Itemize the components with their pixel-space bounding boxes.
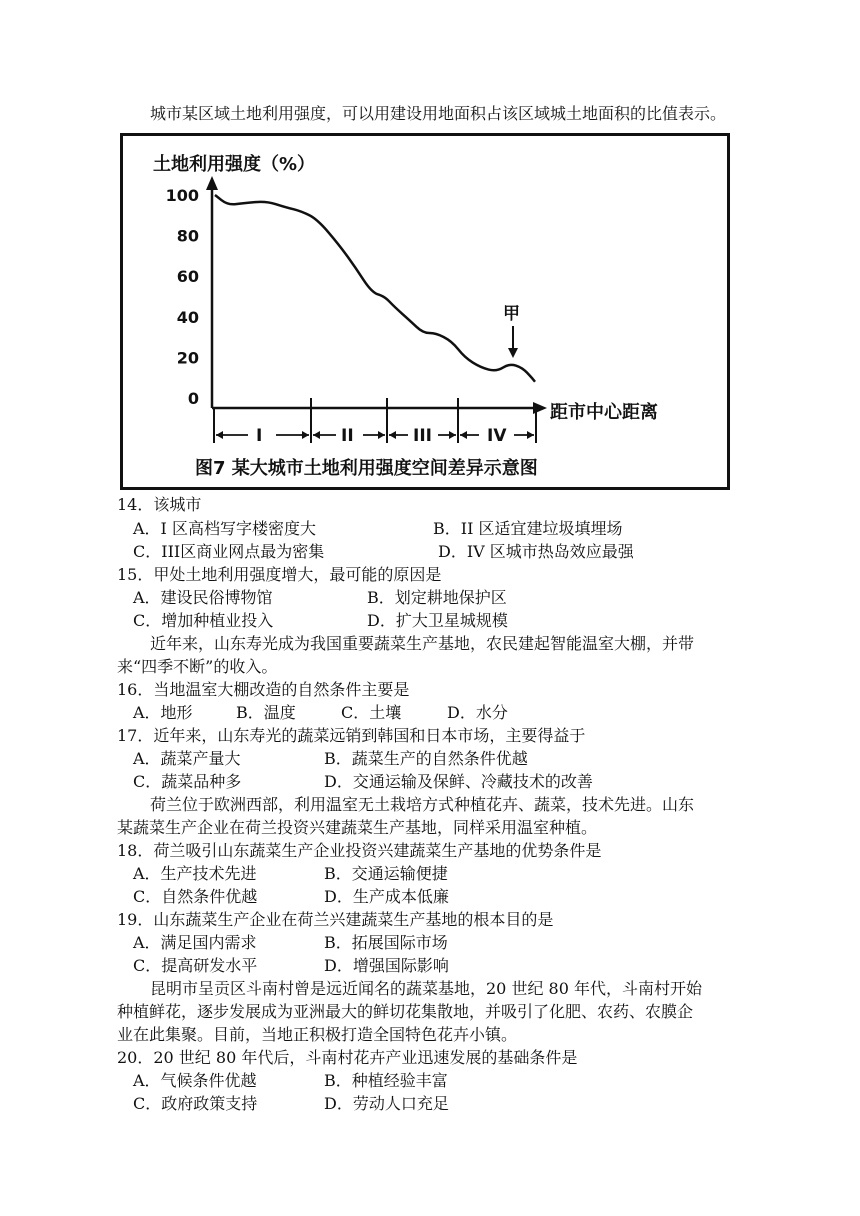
para4-line3: 业在此集聚。目前，当地正积极打造全国特色花卉小镇。 [117, 1025, 518, 1044]
para2-line1: 近年来，山东寿光成为我国重要蔬菜生产基地，农民建起智能温室大棚，并带 [150, 634, 695, 653]
q18-option-b: B．交通运输便捷 [324, 864, 448, 883]
q17-option-b: B．蔬菜生产的自然条件优越 [324, 749, 528, 768]
q17-option-d: D．交通运输及保鲜、冷藏技术的改善 [324, 772, 593, 791]
q16-option-b: B．温度 [236, 703, 296, 722]
y-tick-label: 40 [176, 307, 199, 327]
q15-option-c: C．增加种植业投入 [133, 611, 274, 630]
q15-option-d: D．扩大卫星城规模 [367, 611, 508, 630]
para2-line2: 来“四季不断”的收入。 [117, 657, 278, 676]
q15-stem: 15．甲处土地利用强度增大，最可能的原因是 [117, 565, 442, 584]
q14-option-c: C．III区商业网点最为密集 [133, 542, 325, 561]
q14-option-a: A．I 区高档写字楼密度大 [133, 519, 316, 538]
para4-line1: 昆明市呈贡区斗南村曾是远近闻名的蔬菜基地，20 世纪 80 年代，斗南村开始 [150, 979, 702, 998]
land-use-chart [123, 136, 727, 487]
annotation-arrowhead [508, 348, 518, 358]
y-tick-label: 0 [187, 389, 199, 408]
intro-text: 城市某区域土地利用强度，可以用建设用地面积占该区域城土地面积的比值表示。 [150, 104, 727, 123]
q18-stem: 18．荷兰吸引山东蔬菜生产企业投资兴建蔬菜生产基地的优势条件是 [117, 841, 602, 860]
q20-stem: 20．20 世纪 80 年代后，斗南村花卉产业迅速发展的基础条件是 [117, 1048, 578, 1067]
zone-label-4: IV [487, 426, 507, 446]
q16-option-d: D．水分 [447, 703, 508, 722]
q20-option-a: A．气候条件优越 [133, 1071, 257, 1090]
para3-line1: 荷兰位于欧洲西部，利用温室无土栽培方式种植花卉、蔬菜，技术先进。山东 [150, 795, 695, 814]
q19-stem: 19．山东蔬菜生产企业在荷兰兴建蔬菜生产基地的根本目的是 [117, 910, 554, 929]
q17-option-c: C．蔬菜品种多 [133, 772, 242, 791]
q18-option-d: D．生产成本低廉 [324, 887, 449, 906]
zone-label-3: III [413, 426, 432, 446]
q16-option-c: C．土壤 [341, 703, 402, 722]
y-tick-label: 60 [176, 267, 199, 287]
q14-option-b: B．II 区适宜建垃圾填埋场 [433, 519, 623, 538]
para4-line2: 种植鲜花，逐步发展成为亚洲最大的鲜切花集散地，并吸引了化肥、农药、农膜企 [117, 1002, 694, 1021]
q17-stem: 17．近年来，山东寿光的蔬菜远销到韩国和日本市场，主要得益于 [117, 726, 586, 745]
q15-option-a: A．建设民俗博物馆 [133, 588, 273, 607]
q18-option-c: C．自然条件优越 [133, 887, 258, 906]
figure-7 [120, 133, 730, 490]
annotation-jia: 甲 [503, 304, 520, 324]
q19-option-d: D．增强国际影响 [324, 956, 449, 975]
y-tick-label: 80 [176, 226, 199, 246]
q19-option-c: C．提高研发水平 [133, 956, 258, 975]
q16-stem: 16．当地温室大棚改造的自然条件主要是 [117, 680, 410, 699]
land-use-curve [215, 195, 535, 382]
q18-option-a: A．生产技术先进 [133, 864, 257, 883]
q17-option-a: A．蔬菜产量大 [133, 749, 241, 768]
y-tick-labels [166, 186, 199, 408]
q14-option-d: D．IV 区城市热岛效应最强 [438, 542, 634, 561]
q20-option-d: D．劳动人口充足 [324, 1094, 449, 1113]
x-axis-label: 距市中心距离 [550, 402, 658, 423]
zone-label-2: II [341, 426, 354, 446]
q20-option-c: C．政府政策支持 [133, 1094, 258, 1113]
q14-stem: 14．该城市 [117, 495, 202, 514]
figure-caption: 图7 某大城市土地利用强度空间差异示意图 [195, 458, 538, 479]
q19-option-b: B．拓展国际市场 [324, 933, 448, 952]
q15-option-b: B．划定耕地保护区 [367, 588, 507, 607]
y-axis-label: 土地利用强度（%） [153, 154, 316, 175]
zone-label-1: I [256, 426, 263, 446]
para3-line2: 某蔬菜生产企业在荷兰投资兴建蔬菜生产基地，同样采用温室种植。 [117, 818, 598, 837]
y-axis-arrow [206, 176, 218, 190]
q20-option-b: B．种植经验丰富 [324, 1071, 448, 1090]
y-tick-label: 20 [176, 348, 199, 368]
q19-option-a: A．满足国内需求 [133, 933, 257, 952]
q16-option-a: A．地形 [133, 703, 193, 722]
y-tick-label: 100 [165, 186, 199, 205]
